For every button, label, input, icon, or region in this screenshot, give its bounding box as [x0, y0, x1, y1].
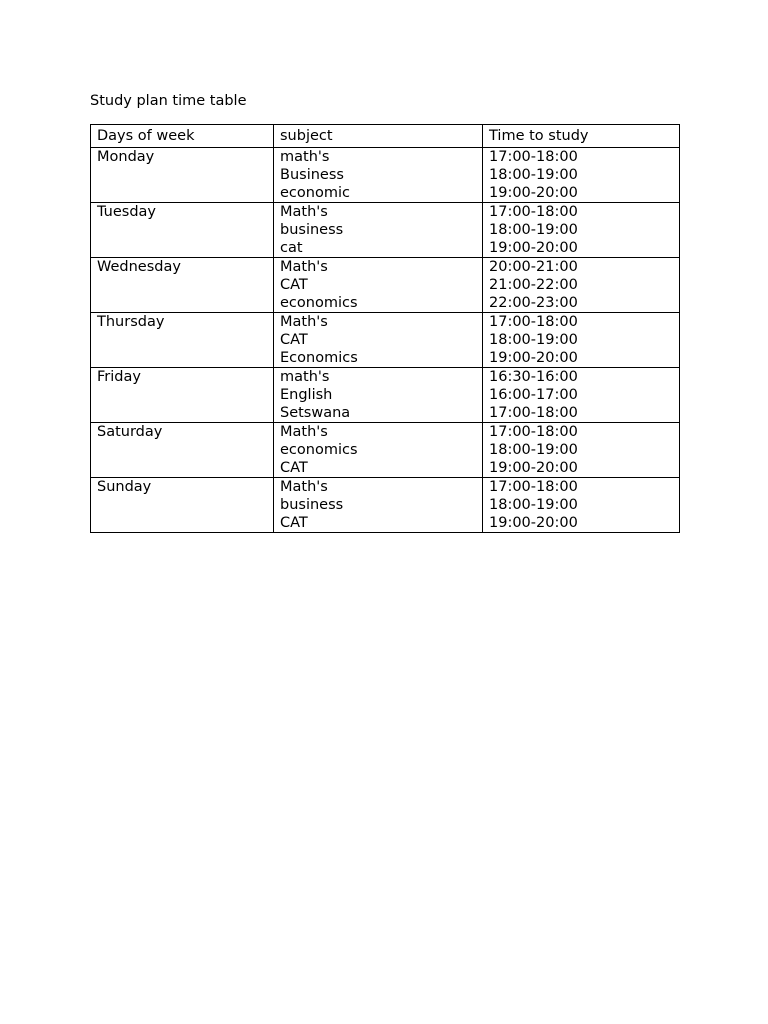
subject-item: math's — [280, 369, 330, 385]
time-item: 21:00-22:00 — [489, 277, 578, 293]
time-item: 20:00-21:00 — [489, 259, 578, 275]
time-item: 17:00-18:00 — [489, 424, 578, 440]
subject-item: CAT — [280, 332, 308, 348]
day-cell: Tuesday — [91, 203, 274, 258]
subject-item: English — [280, 387, 333, 403]
subject-cell — [274, 258, 483, 313]
time-item: 22:00-23:00 — [489, 295, 578, 311]
day-cell: Saturday — [91, 423, 274, 478]
time-cell — [483, 258, 680, 313]
time-item: 17:00-18:00 — [489, 405, 578, 421]
subject-item: Math's — [280, 204, 328, 220]
time-item: 18:00-19:00 — [489, 497, 578, 513]
table-row — [91, 203, 680, 258]
table-row — [91, 258, 680, 313]
time-item: 16:00-17:00 — [489, 387, 578, 403]
subject-cell — [274, 313, 483, 368]
subject-item: cat — [280, 240, 303, 256]
table-row — [91, 148, 680, 203]
time-item: 19:00-20:00 — [489, 185, 578, 201]
subject-cell — [274, 423, 483, 478]
day-cell: Friday — [91, 368, 274, 423]
subject-cell — [274, 368, 483, 423]
subject-item: Business — [280, 167, 344, 183]
time-item: 17:00-18:00 — [489, 149, 578, 165]
time-item: 19:00-20:00 — [489, 350, 578, 366]
time-item: 17:00-18:00 — [489, 314, 578, 330]
day-cell: Sunday — [91, 478, 274, 533]
time-cell — [483, 148, 680, 203]
subject-item: Economics — [280, 350, 358, 366]
time-item: 18:00-19:00 — [489, 167, 578, 183]
day-cell: Wednesday — [91, 258, 274, 313]
subject-item: business — [280, 222, 344, 238]
subject-item: economics — [280, 295, 358, 311]
subject-cell — [274, 203, 483, 258]
subject-item: economics — [280, 442, 358, 458]
table-row — [91, 423, 680, 478]
table-row — [91, 478, 680, 533]
study-timetable — [90, 124, 680, 533]
subject-item: economic — [280, 185, 350, 201]
subject-cell — [274, 478, 483, 533]
time-item: 18:00-19:00 — [489, 442, 578, 458]
time-cell — [483, 368, 680, 423]
table-row — [91, 368, 680, 423]
subject-item: CAT — [280, 460, 308, 476]
time-item: 19:00-20:00 — [489, 460, 578, 476]
table-row — [91, 313, 680, 368]
subject-item: business — [280, 497, 344, 513]
header-time-to-study: Time to study — [483, 125, 680, 148]
time-item: 18:00-19:00 — [489, 222, 578, 238]
time-item: 19:00-20:00 — [489, 240, 578, 256]
time-item: 18:00-19:00 — [489, 332, 578, 348]
subject-item: CAT — [280, 515, 308, 531]
subject-item: math's — [280, 149, 330, 165]
subject-item: CAT — [280, 277, 308, 293]
header-subject: subject — [274, 125, 483, 148]
subject-item: Setswana — [280, 405, 351, 421]
time-cell — [483, 313, 680, 368]
subject-item: Math's — [280, 424, 328, 440]
table-header-row — [91, 125, 680, 148]
time-item: 19:00-20:00 — [489, 515, 578, 531]
subject-cell — [274, 148, 483, 203]
page-title: Study plan time table — [90, 93, 247, 109]
day-cell: Monday — [91, 148, 274, 203]
header-days-of-week: Days of week — [91, 125, 274, 148]
subject-item: Math's — [280, 259, 328, 275]
subject-item: Math's — [280, 479, 328, 495]
time-cell — [483, 203, 680, 258]
time-cell — [483, 423, 680, 478]
day-cell: Thursday — [91, 313, 274, 368]
time-item: 16:30-16:00 — [489, 369, 578, 385]
subject-item: Math's — [280, 314, 328, 330]
time-item: 17:00-18:00 — [489, 479, 578, 495]
time-cell — [483, 478, 680, 533]
time-item: 17:00-18:00 — [489, 204, 578, 220]
